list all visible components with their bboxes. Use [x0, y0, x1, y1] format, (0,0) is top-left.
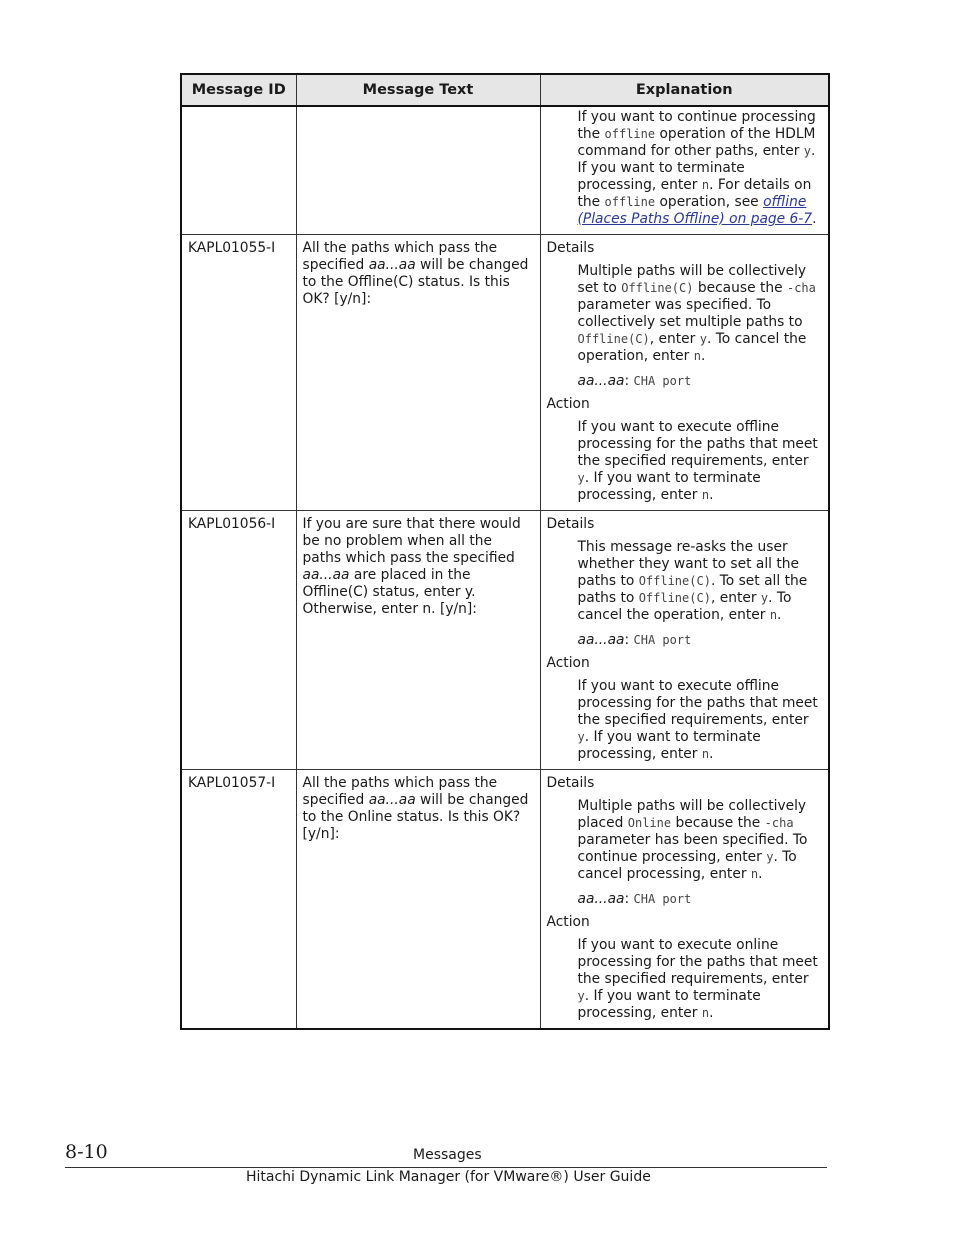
text: :: [624, 891, 634, 907]
message-explanation: [540, 235, 829, 511]
text: . If you want to terminate processing, enter: [577, 729, 761, 762]
text: , enter: [710, 590, 761, 606]
details-label: Details: [546, 240, 595, 256]
variable: aa...aa: [577, 891, 625, 907]
code: n: [701, 747, 710, 761]
text: All the paths which pass the specified: [302, 775, 498, 808]
text: .: [709, 487, 714, 503]
action-body: [578, 937, 823, 1022]
text: .: [700, 348, 706, 364]
code: y: [577, 471, 585, 485]
text: .: [709, 1005, 714, 1021]
message-explanation: [540, 770, 829, 1030]
code: CHA port: [633, 892, 692, 906]
details-label: Details: [546, 516, 595, 532]
action-label: Action: [546, 914, 590, 930]
text: . To cancel processing, enter: [577, 849, 797, 882]
continuation-id-cell: [181, 106, 296, 235]
text: . If you want to terminate processing, enter: [577, 143, 816, 193]
details-body: [578, 263, 823, 390]
code: Offline(C): [621, 281, 694, 295]
continuation-text-cell: [296, 106, 540, 235]
text: All the paths which pass the specified: [302, 240, 498, 273]
text: If you want to execute online processing for the paths that meet the specified requirements, enter: [577, 937, 818, 987]
text: .: [709, 746, 714, 762]
code: -cha: [786, 281, 816, 295]
code: n: [701, 1006, 710, 1020]
code: CHA port: [633, 374, 692, 388]
code: y: [766, 850, 774, 864]
variable: aa...aa: [368, 792, 416, 808]
code: Online: [627, 816, 672, 830]
continuation-paragraph: [578, 109, 823, 228]
code: n: [693, 349, 701, 363]
action-body: [578, 419, 823, 504]
text: . To cancel the operation, enter: [577, 590, 792, 623]
text: will be changed to the Online status. Is this OK? [y/n]:: [302, 792, 529, 842]
code: CHA port: [633, 633, 692, 647]
messages-table: [180, 73, 830, 1030]
variable: aa...aa: [302, 567, 350, 583]
section-name: Messages: [413, 1147, 482, 1163]
message-explanation: [540, 511, 829, 770]
text: Multiple paths will be collectively placed: [577, 798, 807, 831]
code: offline: [604, 195, 656, 209]
text: parameter was specified. To collectively set multiple paths to: [577, 297, 803, 330]
details-label: Details: [546, 775, 595, 791]
message-id: KAPL01055-I: [181, 235, 296, 511]
table-header-row: [181, 74, 829, 106]
code: n: [769, 608, 778, 622]
page-number: 8-10: [65, 1141, 108, 1163]
variable-definition: [578, 373, 823, 390]
document-title: Hitachi Dynamic Link Manager (for VMware®) User Guide: [246, 1169, 651, 1185]
text: because the: [693, 280, 787, 296]
offline-reference-link[interactable]: offline (Places Paths Offline) on page 6-7: [577, 194, 813, 227]
code: y: [803, 144, 811, 158]
details-body: [578, 539, 823, 649]
text: will be changed to the Offline(C) status. Is this OK? [y/n]:: [302, 257, 529, 307]
footer-divider: [65, 1167, 827, 1168]
text: If you are sure that there would be no problem when all the paths which pass the specified: [302, 516, 521, 566]
message-text: [296, 235, 540, 511]
text: , enter: [649, 331, 700, 347]
text: .: [812, 211, 817, 227]
text: If you want to execute offline processing for the paths that meet the specified requirements, enter: [577, 419, 818, 469]
action-label: Action: [546, 655, 590, 671]
text: . If you want to terminate processing, enter: [577, 988, 761, 1021]
code: Offline(C): [638, 591, 711, 605]
text: . If you want to terminate processing, enter: [577, 470, 761, 503]
header-message-text: Message Text: [296, 74, 540, 106]
table-row: [181, 511, 829, 770]
text: This message re-asks the user whether they want to set all the paths to: [577, 539, 800, 589]
variable: aa...aa: [368, 257, 416, 273]
details-body: [578, 798, 823, 908]
table-row: [181, 235, 829, 511]
text: .: [777, 607, 782, 623]
variable-definition: [578, 891, 823, 908]
code: n: [750, 867, 759, 881]
text: :: [624, 373, 634, 389]
message-id: KAPL01056-I: [181, 511, 296, 770]
variable: aa...aa: [577, 373, 625, 389]
text: because the: [671, 815, 765, 831]
text: If you want to continue processing the: [577, 109, 816, 142]
message-text: [296, 511, 540, 770]
header-message-id: Message ID: [181, 74, 296, 106]
message-text: [296, 770, 540, 1030]
code: y: [760, 591, 769, 605]
code: y: [577, 730, 585, 744]
code: n: [701, 488, 710, 502]
action-body: [578, 678, 823, 763]
code: Offline(C): [638, 574, 711, 588]
code: Offline(C): [577, 332, 650, 346]
header-explanation: Explanation: [540, 74, 829, 106]
text: are placed in the Offline(C) status, enter y. Otherwise, enter n. [y/n]:: [302, 567, 477, 617]
code: -cha: [764, 816, 794, 830]
code: n: [701, 178, 710, 192]
code: y: [699, 332, 707, 346]
text: . To set all the paths to: [577, 573, 808, 606]
table-row: [181, 770, 829, 1030]
text: operation, see: [655, 194, 764, 210]
text: If you want to execute offline processing for the paths that meet the specified requirements, enter: [577, 678, 818, 728]
text: parameter has been specified. To continue processing, enter: [577, 832, 808, 865]
text: operation of the HDLM command for other paths, enter: [577, 126, 816, 159]
code: offline: [604, 127, 656, 141]
code: y: [577, 989, 585, 1003]
text: :: [624, 632, 634, 648]
table-row-continuation: [181, 106, 829, 235]
variable: aa...aa: [577, 632, 625, 648]
action-label: Action: [546, 396, 590, 412]
variable-definition: [578, 632, 823, 649]
text: .: [758, 866, 763, 882]
text: Multiple paths will be collectively set to: [577, 263, 807, 296]
continuation-explanation-cell: [540, 106, 829, 235]
text: . To cancel the operation, enter: [577, 331, 807, 364]
message-id: KAPL01057-I: [181, 770, 296, 1030]
text: . For details on the: [577, 177, 812, 210]
